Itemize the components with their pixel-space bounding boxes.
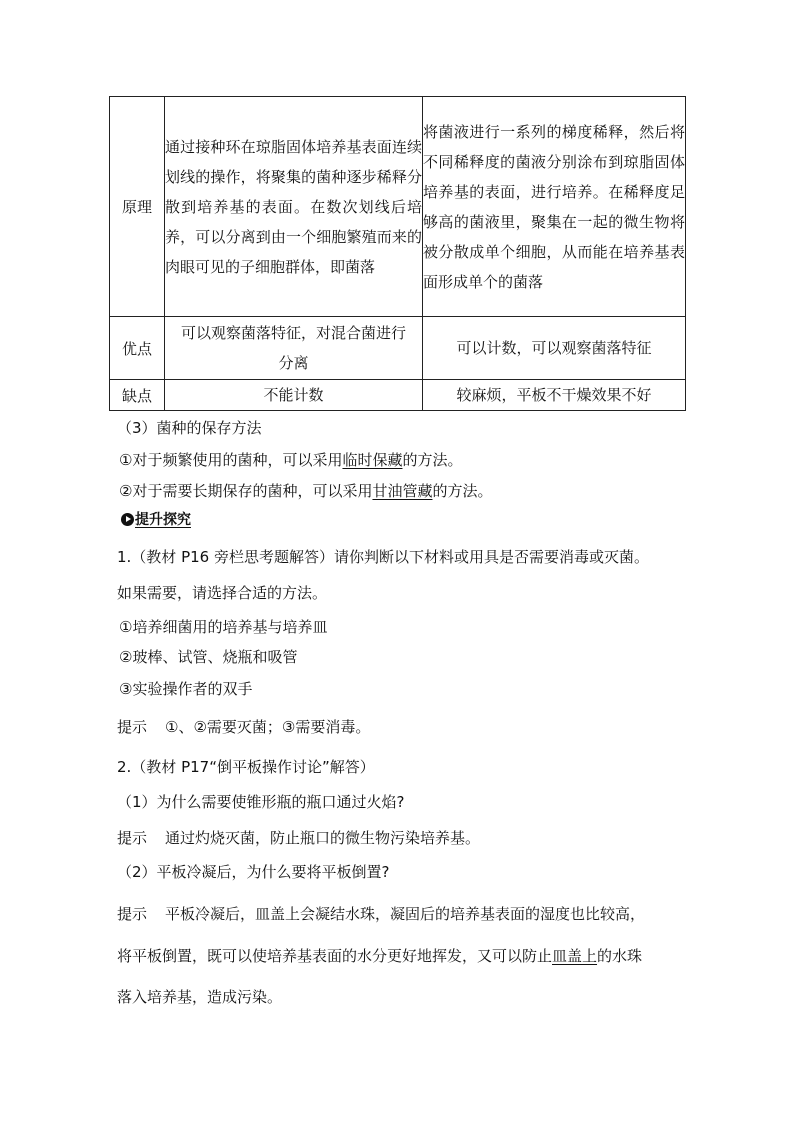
question-2-hint-2-line-3: 落入培养基，造成污染。: [117, 988, 283, 1006]
storage-item-1-key: 临时保藏: [342, 451, 403, 469]
row-label-advantage: 优点: [110, 317, 165, 380]
question-2-hint-2-line-2: [117, 945, 642, 966]
spread-principle-cell: 将菌液进行一系列的梯度稀释，然后将不同稀释度的菌液分别涂布到琼脂固体培养基的表面，进行培养。在稀释度足够高的菌液里，聚集在一起的微生物将被分散成单个细胞，从而能在培养基表面形成单个的菌落: [423, 97, 686, 317]
question-2-title: 2.（教材 P17“倒平板操作讨论”解答）: [117, 758, 375, 776]
question-2-sub-2: （2）平板冷凝后，为什么要将平板倒置?: [117, 863, 390, 881]
streak-disadvantage-cell: 不能计数: [165, 380, 423, 411]
hint-text-post: 的水珠: [597, 947, 643, 965]
hint-text: 平板冷凝后，皿盖上会凝结水珠，凝固后的培养基表面的湿度也比较高，: [165, 905, 646, 923]
hint-text: 通过灼烧灭菌，防止瓶口的微生物污染培养基。: [165, 829, 481, 847]
storage-title: （3）菌种的保存方法: [117, 419, 262, 437]
question-1-line-2: 如果需要，请选择合适的方法。: [117, 584, 328, 602]
storage-item-1-post: 的方法。: [402, 451, 463, 469]
table-row: [110, 97, 686, 317]
question-2-sub-1: （1）为什么需要使锥形瓶的瓶口通过火焰?: [117, 793, 405, 811]
section-heading-text: 提升探究: [135, 512, 191, 528]
hint-text-key: 皿盖上: [552, 947, 598, 965]
hint-text-pre: 将平板倒置，既可以使培养基表面的水分更好地挥发，又可以防止: [117, 947, 553, 965]
question-2-hint-1: [117, 827, 480, 848]
streak-advantage-cell: 可以观察菌落特征，对混合菌进行分离: [165, 317, 423, 380]
question-1-option-1: ①培养细菌用的培养基与培养皿: [119, 618, 328, 636]
row-label-disadvantage: 缺点: [110, 380, 165, 411]
table-row: [110, 317, 686, 380]
question-1-line-1: 1.（教材 P16 旁栏思考题解答）请你判断以下材料或用具是否需要消毒或灭菌。: [117, 548, 649, 566]
question-2-hint-2-line-1: [117, 903, 645, 924]
storage-item-2-key: 甘油管藏: [372, 482, 433, 500]
hint-label: 提示: [117, 718, 148, 736]
storage-item-2: [119, 480, 492, 501]
streak-principle-cell: 通过接种环在琼脂固体培养基表面连续划线的操作，将聚集的菌种逐步稀释分散到培养基的表面。在数次划线后培养，可以分离到由一个细胞繁殖而来的肉眼可见的子细胞群体，即菌落: [165, 97, 423, 317]
storage-item-2-post: 的方法。: [432, 482, 493, 500]
row-label-principle: 原理: [110, 97, 165, 317]
storage-item-1-pre: ①对于频繁使用的菌种，可以采用: [119, 451, 343, 469]
hint-text: ①、②需要灭菌；③需要消毒。: [165, 718, 371, 736]
comparison-table: [109, 96, 686, 411]
section-heading: [121, 509, 191, 529]
spread-advantage-cell: 可以计数，可以观察菌落特征: [423, 317, 686, 380]
question-1-option-2: ②玻棒、试管、烧瓶和吸管: [119, 648, 298, 666]
question-1-option-3: ③实验操作者的双手: [119, 680, 253, 698]
table-row: [110, 380, 686, 411]
storage-item-2-pre: ②对于需要长期保存的菌种，可以采用: [119, 482, 373, 500]
storage-item-1: [119, 449, 462, 470]
hint-label: 提示: [117, 829, 148, 847]
spread-disadvantage-cell: 较麻烦，平板不干燥效果不好: [423, 380, 686, 411]
play-circle-icon: [121, 513, 134, 526]
question-1-hint: [117, 716, 370, 737]
hint-label: 提示: [117, 905, 148, 923]
